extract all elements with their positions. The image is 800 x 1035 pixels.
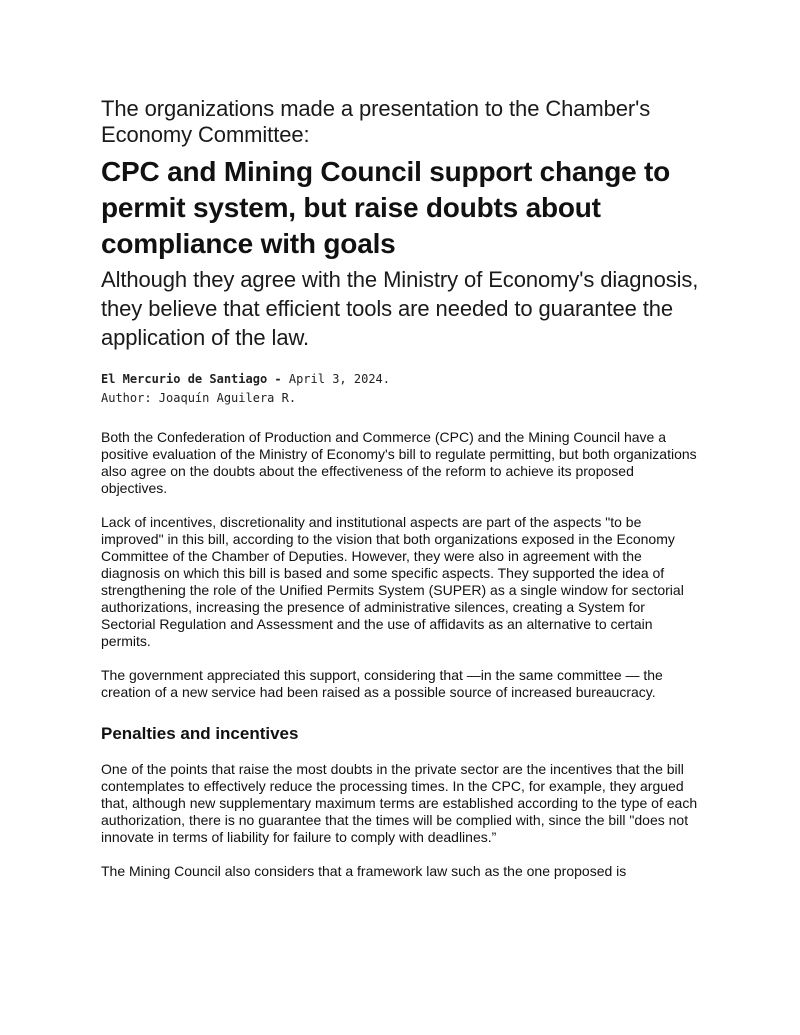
author-line: Author: Joaquín Aguilera R. [101,391,297,405]
article-subhead: Although they agree with the Ministry of Economy's diagnosis, they believe that efficient tools are needed to guarantee the application of the law. [101,267,699,350]
body-paragraph: The Mining Council also considers that a framework law such as the one proposed is [101,863,627,879]
body-paragraph: Both the Confederation of Production and Commerce (CPC) and the Mining Council have a positive evaluation of the Ministry of Economy's bill to regulate permitting, but both organizations also agree on the doubts about the effectiveness of the reform to achieve its proposed objectives. [101,429,697,496]
source-line [101,370,701,389]
article [101,96,701,880]
article-headline: CPC and Mining Council support change to permit system, but raise doubts about compliance with goals [101,156,671,259]
section-heading: Penalties and incentives [101,724,299,743]
body-paragraph: The government appreciated this support, considering that —in the same committee — the creation of a new service had been raised as a possible source of increased bureaucracy. [101,667,663,700]
article-meta [101,370,701,408]
source-name: El Mercurio de Santiago - [101,372,282,386]
article-kicker: The organizations made a presentation to the Chamber's Economy Committee: [101,96,651,147]
body-paragraph: One of the points that raise the most doubts in the private sector are the incentives that the bill contemplates to effectively reduce the processing times. In the CPC, for example, they argued that, although new supplementary maximum terms are established according to the type of each authorization, there is no guarantee that the times will be complied with, since the bill "does not innovate in terms of liability for failure to comply with deadlines.” [101,761,698,845]
publish-date: April 3, 2024. [288,372,391,386]
body-paragraph: Lack of incentives, discretionality and institutional aspects are part of the aspects "to be improved" in this bill, according to the vision that both organizations exposed in the Economy Committee of the Chamber of Deputies. However, they were also in agreement with the diagnosis on which this bill is based and some specific aspects. They supported the idea of strengthening the role of the Unified Permits System (SUPER) as a single window for sectorial authorizations, increasing the presence of administrative silences, creating a System for Sectorial Regulation and Assessment and the use of affidavits as an alternative to certain permits. [101,514,684,649]
